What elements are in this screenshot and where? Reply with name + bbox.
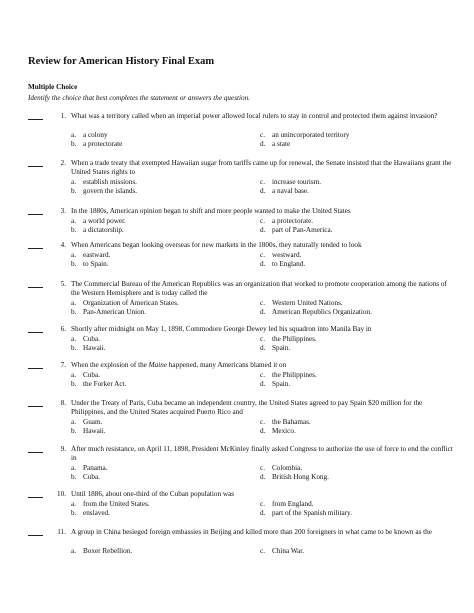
choice-a: a. eastward.: [71, 251, 111, 259]
choice-b: b. a dictatorship.: [71, 226, 124, 234]
choice-d: d. part of Pan-America.: [260, 226, 333, 234]
choice-a: a. Guam.: [71, 418, 103, 426]
choice-c: c. Colombia.: [260, 464, 303, 472]
question-stem: Under the Treaty of Paris, Cuba became an independent country, the United States agreed to pay Spain $20 million for the Philippines, and the United States acquired Puerto Rico and: [71, 399, 423, 417]
question-number: 6.: [60, 325, 66, 333]
choice-a: a. Cuba.: [71, 335, 100, 343]
choice-c: c. the Philippines.: [260, 335, 317, 343]
choice-b: b. a protectorate: [71, 140, 123, 148]
choice-b: b. Pan-American Union.: [71, 308, 147, 316]
choice-b: b. Hawaii.: [71, 427, 106, 435]
answer-blank[interactable]: [28, 166, 43, 167]
choice-b: b. the Forker Act.: [71, 380, 127, 388]
answer-blank[interactable]: [28, 497, 43, 498]
question-stem: The Commercial Bureau of the American Republics was an organization that worked to promote cooperation among the nations of the Western Hemisphere and is today called the: [71, 280, 447, 298]
question-number: 11.: [57, 528, 66, 536]
question-number: 3.: [60, 207, 66, 215]
question-number: 10.: [57, 490, 66, 498]
answer-blank[interactable]: [28, 535, 43, 536]
choice-d: d. Spain.: [260, 380, 291, 388]
question-number: 9.: [60, 445, 66, 453]
choice-b: b. govern the islands.: [71, 187, 138, 195]
choice-d: d. part of the Spanish military.: [260, 509, 352, 517]
ship-name: Maine: [148, 361, 168, 369]
choice-d: d. a naval base.: [260, 187, 309, 195]
answer-blank[interactable]: [28, 119, 43, 120]
question-number: 4.: [60, 241, 66, 249]
choice-c: c. a protectorate.: [260, 217, 314, 225]
choice-d: d. American Republics Organization.: [260, 308, 372, 316]
choice-a: a. a colony: [71, 131, 108, 139]
question-stem: Shortly after midnight on May 1, 1898, Commodore George Dewey led his squadron into Manila Bay in: [71, 325, 372, 333]
question-stem: After much resistance, on April 11, 1898, President McKinley finally asked Congress to authorize the use of force to end the conflict in: [71, 445, 453, 463]
choice-a: a. Organization of American States.: [71, 299, 179, 307]
section-heading: Multiple Choice: [28, 83, 78, 91]
answer-blank[interactable]: [28, 368, 43, 369]
choice-a: a. Cuba.: [71, 371, 100, 379]
question-stem: When Americans began looking overseas for new markets in the 1800s, they naturally tended to look: [71, 241, 362, 249]
choice-a: a. from the United States.: [71, 500, 150, 508]
choice-a: a. Panama.: [71, 464, 108, 472]
question-number: 2.: [60, 159, 66, 167]
question-number: 1.: [60, 112, 66, 120]
choice-b: b. Cuba.: [71, 473, 100, 481]
question-stem: Until 1886, about one-third of the Cuban population was: [71, 490, 235, 498]
question-number: 5.: [60, 280, 66, 288]
choice-d: d. to England.: [260, 260, 306, 268]
page-title: Review for American History Final Exam: [28, 56, 215, 67]
choice-d: d. a state: [260, 140, 291, 148]
question-stem: In the 1880s, American opinion began to shift and more people wanted to make the United States: [71, 207, 351, 215]
choice-c: c. westward.: [260, 251, 302, 259]
answer-blank[interactable]: [28, 248, 43, 249]
choice-a: a. a world power.: [71, 217, 126, 225]
choice-b: b. enslaved.: [71, 509, 110, 517]
question-stem: When a trade treaty that exempted Hawaiian sugar from tariffs came up for renewal, the Senate insisted that the Hawaiians grant the United States rights to: [71, 159, 452, 177]
choice-a: a. Boxer Rebellion.: [71, 547, 133, 555]
answer-blank[interactable]: [28, 214, 43, 215]
choice-d: d. Spain.: [260, 344, 291, 352]
question-stem: What was a territory called when an imperial power allowed local rulers to stay in control and protected them against invasion?: [71, 112, 438, 120]
section-instructions: Identify the choice that best completes the statement or answers the question.: [28, 94, 250, 102]
choice-d: d. British Hong Kong.: [260, 473, 329, 481]
question-stem: When the explosion of the Maine happened, many Americans blamed it on: [71, 361, 287, 369]
answer-blank[interactable]: [28, 452, 43, 453]
question-number: 7.: [60, 361, 66, 369]
choice-c: c. the Philippines.: [260, 371, 317, 379]
answer-blank[interactable]: [28, 332, 43, 333]
choice-a: a. establish missions.: [71, 178, 137, 186]
choice-c: c. increase tourism.: [260, 178, 322, 186]
choice-b: b. to Spain.: [71, 260, 109, 268]
answer-blank[interactable]: [28, 406, 43, 407]
choice-c: c. Western United Nations.: [260, 299, 343, 307]
choice-c: c. China War.: [260, 547, 305, 555]
question-stem: A group in China besieged foreign embassies in Beijing and killed more than 200 foreigners in what came to be known as the: [71, 528, 432, 536]
answer-blank[interactable]: [28, 287, 43, 288]
question-number: 8.: [60, 399, 66, 407]
choice-c: c. from England.: [260, 500, 314, 508]
choice-d: d. Mexico.: [260, 427, 296, 435]
choice-b: b. Hawaii.: [71, 344, 106, 352]
choice-c: c. an unincorporated territory: [260, 131, 350, 139]
choice-c: c. the Bahamas.: [260, 418, 311, 426]
